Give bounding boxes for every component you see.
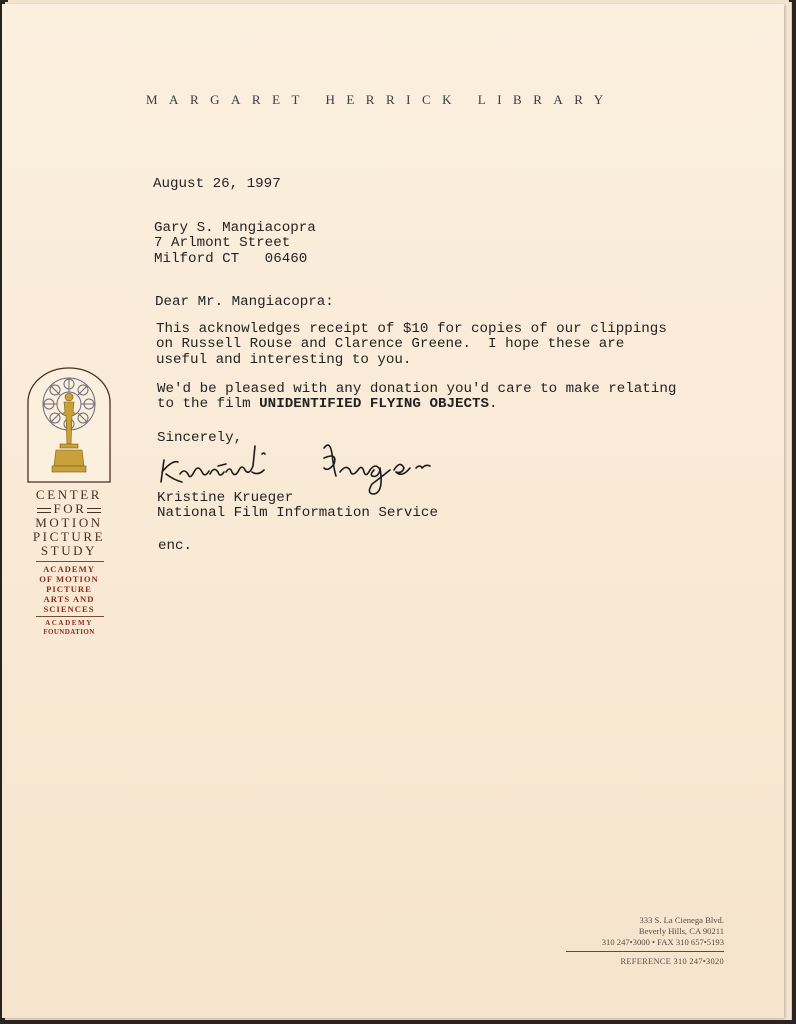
paragraph-text: to the film [157, 396, 260, 413]
foundation-line: FOUNDATION [43, 628, 95, 636]
paragraph-line: This acknowledges receipt of $10 for copies of our clippings [156, 321, 667, 337]
statuette-window-logo [22, 364, 116, 484]
logo-line: CENTER [35, 487, 103, 502]
closing: Sincerely, [157, 430, 243, 446]
paragraph-line [157, 397, 676, 412]
footer-street: 333 S. La Cienega Blvd. [639, 915, 724, 925]
academy-line: SCIENCES [43, 604, 95, 614]
academy-line: PICTURE [46, 584, 92, 594]
recipient-street: 7 Arlmont Street [154, 235, 291, 252]
salutation: Dear Mr. Mangiacopra: [155, 294, 334, 310]
footer-address [484, 915, 724, 948]
paragraph-line: useful and interesting to you. [156, 351, 412, 368]
footer-divider [566, 951, 724, 952]
paragraph-text: . [489, 396, 498, 413]
paragraph-line: on Russell Rouse and Clarence Greene. I hope these are [156, 336, 625, 353]
academy-line: ARTS AND [43, 594, 95, 604]
recipient-name: Gary S. Mangiacopra [154, 220, 316, 236]
signer-department: National Film Information Service [157, 505, 438, 522]
recipient-city: Milford CT 06460 [154, 250, 308, 267]
paragraph-line: We'd be pleased with any donation you'd care to make relating [157, 381, 677, 397]
logo-line: MOTION [35, 515, 103, 530]
letter-date: August 26, 1997 [153, 176, 281, 192]
handwritten-signature [158, 438, 458, 498]
recipient-address [154, 221, 316, 267]
signer-name: Kristine Krueger [157, 490, 294, 506]
footer-city: Beverly Hills, CA 90211 [638, 926, 724, 936]
paragraph-donation [157, 382, 676, 413]
signer-block [157, 491, 438, 522]
footer-reference: REFERENCE 310 247•3020 [620, 957, 724, 966]
academy-line: OF MOTION [39, 574, 99, 584]
logo-divider [36, 561, 104, 562]
foundation-line: ACADEMY [45, 619, 93, 627]
logo-line-for: FOR [53, 501, 87, 516]
logo-divider [36, 616, 104, 617]
academy-line: ACADEMY [43, 564, 95, 574]
paragraph-receipt [156, 322, 667, 368]
footer-phone: 310 247•3000 • FAX 310 657•5193 [601, 937, 724, 947]
logo-line: PICTURE [32, 529, 106, 544]
enclosure-note: enc. [158, 538, 193, 554]
logo-line: STUDY [40, 543, 98, 558]
letterhead-title: MARGARET HERRICK LIBRARY [146, 92, 615, 107]
film-title: UNIDENTIFIED FLYING OBJECTS [259, 396, 490, 413]
